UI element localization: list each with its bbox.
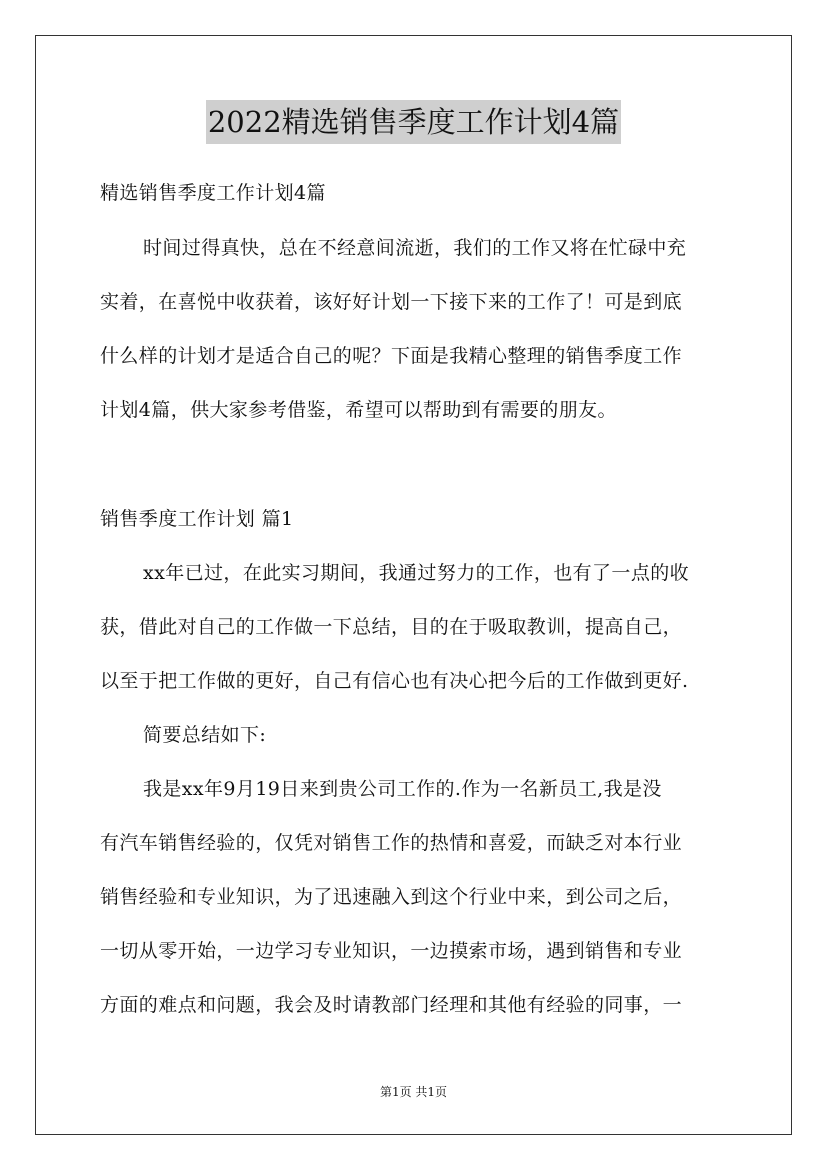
section1-heading: 销售季度工作计划 篇1 (100, 508, 294, 530)
intro-line-2: 实着，在喜悦中收获着，该好好计划一下接下来的工作了！可是到底 (100, 291, 683, 313)
section1-para3-line-1: 我是xx年9月19日来到贵公司工作的.作为一名新员工,我是没 (143, 778, 662, 800)
section1-para1-line-1: xx年已过，在此实习期间，我通过努力的工作，也有了一点的收 (143, 562, 690, 584)
section1-para3-line-5: 方面的难点和问题，我会及时请教部门经理和其他有经验的同事，一 (100, 994, 683, 1016)
section1-para1-line-3: 以至于把工作做的更好，自己有信心也有决心把今后的工作做到更好. (100, 670, 689, 692)
intro-line-4: 计划4篇，供大家参考借鉴，希望可以帮助到有需要的朋友。 (100, 399, 617, 421)
document-title: 2022精选销售季度工作计划4篇 (206, 100, 621, 144)
intro-line-1: 时间过得真快，总在不经意间流逝，我们的工作又将在忙碌中充 (143, 237, 687, 259)
section1-para3-line-2: 有汽车销售经验的，仅凭对销售工作的热情和喜爱，而缺乏对本行业 (100, 832, 683, 854)
section1-para3-line-3: 销售经验和专业知识，为了迅速融入到这个行业中来，到公司之后， (100, 886, 683, 908)
page-footer: 第1页 共1页 (379, 1085, 448, 1099)
intro-line-3: 什么样的计划才是适合自己的呢？下面是我精心整理的销售季度工作 (100, 345, 683, 367)
section1-para3-line-4: 一切从零开始，一边学习专业知识，一边摸索市场，遇到销售和专业 (100, 940, 683, 962)
section1-para2: 简要总结如下: (143, 724, 267, 746)
document-subtitle: 精选销售季度工作计划4篇 (100, 182, 326, 204)
document-title-wrap (0, 100, 827, 144)
section1-para1-line-2: 获，借此对自己的工作做一下总结，目的在于吸取教训，提高自己， (100, 616, 683, 638)
